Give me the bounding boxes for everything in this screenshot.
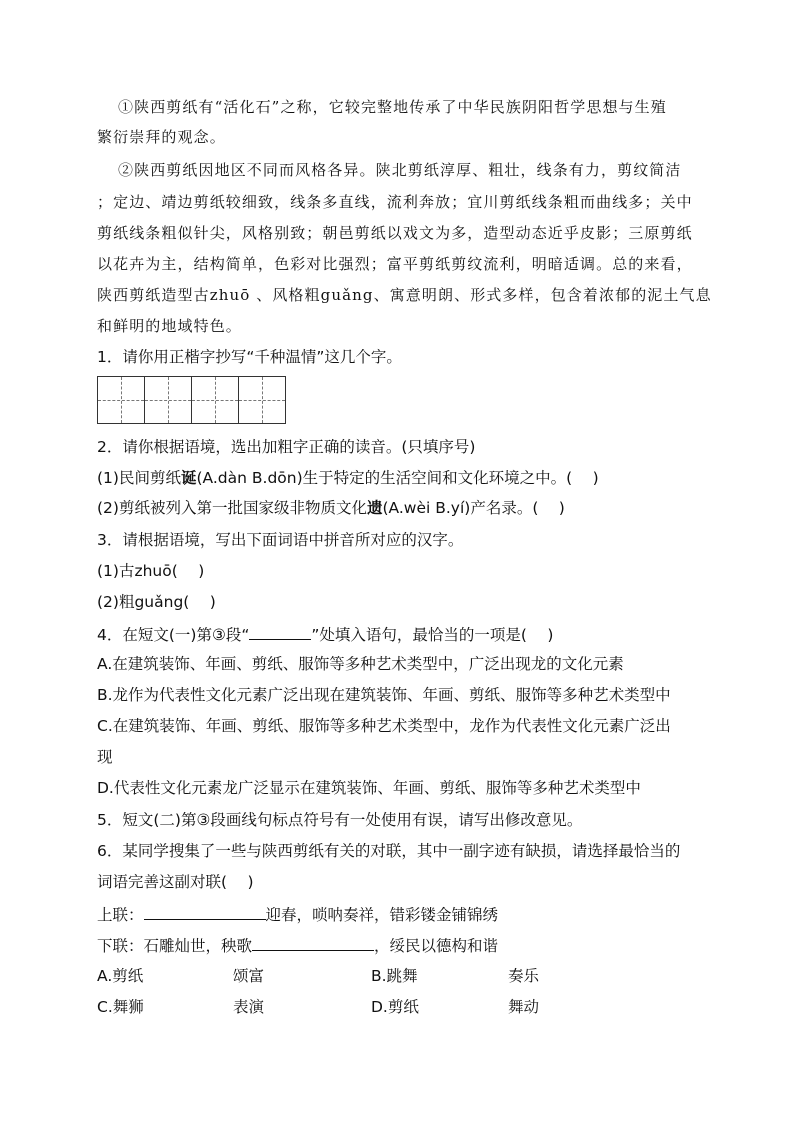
grid-cell[interactable]	[191, 376, 239, 424]
passage-p2-line2: ；定边、靖边剪纸较细致，线条多直线，流利奔放；宜川剪纸线条粗而曲线多；关中	[97, 193, 693, 211]
question-6-line2: 词语完善这副对联( )	[97, 873, 254, 891]
couplet-upper-pre: 上联：	[97, 906, 144, 924]
q4-blank[interactable]	[249, 623, 311, 640]
q6-option-d-word1[interactable]: D.剪纸	[371, 998, 419, 1016]
q2-item1-pre: (1)民间剪纸	[97, 469, 181, 487]
q2-item1-post: (A.dàn B.dōn)生于特定的生活空间和文化环境之中。( )	[196, 469, 599, 487]
question-2-item-1	[97, 468, 599, 488]
couplet-lower-post: ，绥民以德构和谐	[374, 937, 499, 955]
grid-cell[interactable]	[97, 376, 145, 424]
grid-cell[interactable]	[238, 376, 286, 424]
q2-item2-bold-char: 遗	[366, 499, 383, 517]
couplet-lower-pre: 下联：石雕灿世，秧歌	[97, 937, 253, 955]
q2-item2-post: (A.wèi B.yí)产名录。( )	[382, 499, 565, 517]
passage-p2-line4: 以花卉为主，结构简单，色彩对比强烈；富平剪纸剪纹流利，明暗适调。总的来看，	[97, 255, 693, 273]
question-3-item-2: (2)粗guǎng( )	[97, 593, 216, 611]
passage-p1-line1: ①陕西剪纸有“活化石”之称，它较完整地传承了中华民族阴阳哲学思想与生殖	[118, 98, 667, 116]
question-6-line1: 6．某同学搜集了一些与陕西剪纸有关的对联，其中一副字迹有缺损，请选择最恰当的	[97, 842, 681, 860]
q4-option-a[interactable]: A.在建筑装饰、年画、剪纸、服饰等多种艺术类型中，广泛出现龙的文化元素	[97, 655, 624, 673]
couplet-upper-blank[interactable]	[144, 903, 266, 920]
writing-grid	[97, 376, 285, 424]
q4-text-post: ”处填入语句，最恰当的一项是( )	[311, 626, 554, 644]
question-5: 5．短文(二)第③段画线句标点符号有一处使用有误，请写出修改意见。	[97, 811, 583, 829]
q6-option-c-word2[interactable]: 表演	[233, 998, 265, 1016]
q4-option-c-line2[interactable]: 现	[97, 748, 113, 766]
question-3: 3．请根据语境，写出下面词语中拼音所对应的汉字。	[97, 531, 464, 549]
question-1: 1．请你用正楷字抄写“千种温情”这几个字。	[97, 348, 402, 366]
passage-p2-line6: 和鲜明的地域特色。	[97, 317, 242, 335]
q4-option-b[interactable]: B.龙作为代表性文化元素广泛出现在建筑装饰、年画、剪纸、服饰等多种艺术类型中	[97, 686, 671, 704]
passage-p1-line2: 繁衍崇拜的观念。	[97, 128, 226, 146]
question-4	[97, 623, 553, 645]
q6-option-a-word2[interactable]: 颂富	[233, 967, 265, 985]
passage-p2-line5: 陕西剪纸造型古zhuō 、风格粗guǎng、寓意明朗、形式多样，包含着浓郁的泥土气息	[97, 286, 712, 304]
couplet-upper-post: 迎春，唢呐奏祥，错彩镂金铺锦绣	[265, 906, 499, 924]
q4-option-d[interactable]: D.代表性文化元素龙广泛显示在建筑装饰、年画、剪纸、服饰等多种艺术类型中	[97, 779, 641, 797]
couplet-lower-blank[interactable]	[252, 934, 374, 951]
q4-option-c-line1[interactable]: C.在建筑装饰、年画、剪纸、服饰等多种艺术类型中，龙作为代表性文化元素广泛出	[97, 717, 671, 735]
question-2-item-2	[97, 498, 565, 518]
couplet-lower	[97, 934, 498, 956]
q6-option-d-word2[interactable]: 舞动	[508, 998, 540, 1016]
passage-p2-line1: ②陕西剪纸因地区不同而风格各异。陕北剪纸淳厚、粗壮，线条有力，剪纹简洁	[118, 161, 682, 179]
q6-option-b-word1[interactable]: B.跳舞	[371, 967, 418, 985]
question-3-item-1: (1)古zhuō( )	[97, 562, 205, 580]
q6-option-a-word1[interactable]: A.剪纸	[97, 967, 144, 985]
q2-item2-pre: (2)剪纸被列入第一批国家级非物质文化	[97, 499, 367, 517]
q6-option-b-word2[interactable]: 奏乐	[508, 967, 540, 985]
grid-cell[interactable]	[144, 376, 192, 424]
question-2: 2．请你根据语境，选出加粗字正确的读音。(只填序号)	[97, 438, 476, 456]
passage-p2-line3: 剪纸线条粗似针尖，风格别致；朝邑剪纸以戏文为多，造型动态近乎皮影；三原剪纸	[97, 224, 693, 242]
q6-option-c-word1[interactable]: C.舞狮	[97, 998, 144, 1016]
q4-text-pre: 4．在短文(一)第③段“	[97, 626, 250, 644]
q2-item1-bold-char: 诞	[180, 469, 197, 487]
couplet-upper	[97, 903, 498, 925]
